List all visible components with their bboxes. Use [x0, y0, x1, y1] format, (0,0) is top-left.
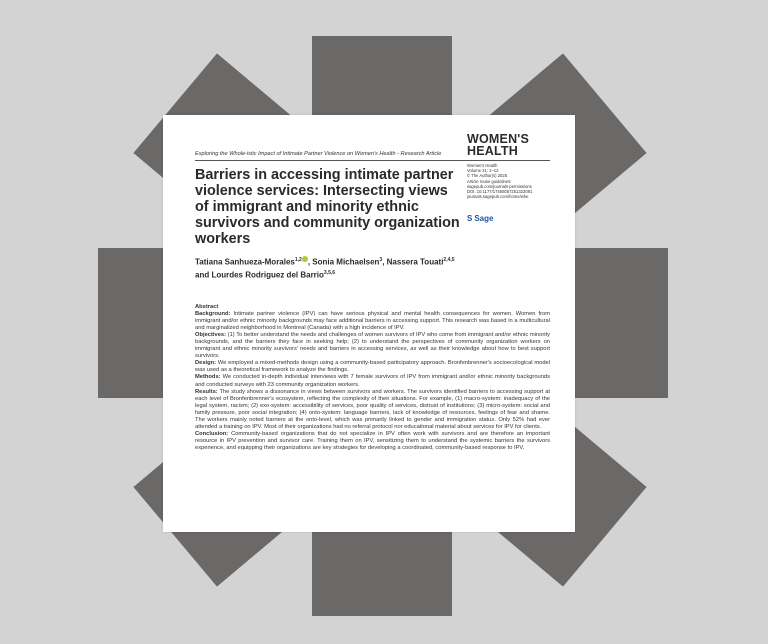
meta-line: DOI: 10.1177/17455057251323091: [467, 189, 533, 195]
section-text: We employed a mixed-methods design using a community-based participatory approach. Bronfenbrenner's socioecological model was used as a theoretical framework to analyze the findings.: [195, 360, 550, 374]
author-name: and Lourdes Rodriguez del Barrio: [195, 270, 324, 280]
abstract-design: [195, 360, 550, 374]
background-square-right: [560, 248, 668, 398]
meta-line: Women's Health: [467, 163, 498, 168]
abstract-conclusion: [195, 431, 550, 452]
publisher-name: Sage: [474, 214, 494, 223]
abstract: [195, 304, 550, 452]
author-name: Tatiana Sanhueza-Morales: [195, 257, 295, 267]
author-name: , Nassera Touati: [382, 257, 444, 267]
section-label: Methods:: [195, 374, 221, 381]
abstract-heading: Abstract: [195, 304, 219, 310]
section-text: The study shows a dissonance in views between survivors and workers. The survivors identified barriers to accessing support at each level of Bronfenbrenner's ecosystem, reflecting the complexity of their situations. For example, (1) macro-system: inadequacy of the legal system, racism; (2) exo-system: accessibility of services, poor quality of services, distrust of institutions; (3) micro-system: social and family pressure, poor social integration; (4) onto-system: language barriers, lack of knowledge of resources, feelings of fear and shame. The workers mainly noted barriers at the onto-level, which was primarily linked to gender and immigration status. Only 52% had ever attended a training on IPV. Most of their organizations had no referral protocol nor educational material about services for IPV for clients.: [195, 388, 550, 430]
section-text: Intimate partner violence (IPV) can have serious physical and mental health consequences for women. Women from immigrant and/or ethnic minority backgrounds may face additional barriers in accessing support. This research was based in a multicultural and marginalized neighborhood in Montreal (Canada) with a high incidence of IPV.: [195, 311, 550, 332]
article-page: [163, 115, 575, 532]
section-text: (1) To better understand the needs and challenges of women survivors of IPV who come from immigrant and/or ethnic minority backgrounds, and the barriers they face in seeking help; (2) to understand the perspectives of community organization workers on immigrant and ethnic minority survivors' needs and barriers in accessing services, as well as their knowledge about how to best support survivors.: [195, 332, 550, 360]
author-affiliation: 2,4,5: [443, 257, 455, 263]
journal-meta: [467, 163, 567, 199]
abstract-objectives: [195, 332, 550, 360]
section-label: Objectives:: [195, 332, 226, 339]
journal-name: WOMEN'S HEALTH: [467, 132, 530, 158]
sage-s-icon: S: [467, 214, 473, 223]
author-name: , Sonia Michaelsen: [307, 257, 380, 267]
meta-line: © The Author(s) 2025: [467, 173, 508, 179]
meta-line: Article reuse guidelines:: [467, 178, 512, 184]
abstract-methods: [195, 374, 550, 388]
meta-line: journals.sagepub.com/home/whe: [467, 194, 529, 200]
series-line: Exploring the Whole-istic Impact of Intimate Partner Violence on Women's Health - Research Article: [195, 151, 442, 157]
section-label: Design:: [195, 360, 217, 367]
section-text: Community-based organizations that do not specialize in IPV often work with survivors and are therefore an important resource in IPV prevention and survivor care. Training them on IPV, sensitizing them to understand the systemic barriers the survivors experience, and equipping their organizations are key strategies for developing a coordinated, community-based response to IPV.: [195, 430, 550, 451]
section-text: We conducted in-depth individual interviews with 7 female survivors of IPV from immigrant and/or ethnic minority backgrounds and conducted surveys with 23 community organization workers.: [195, 374, 550, 388]
author-affiliation: 1,2: [294, 257, 302, 263]
publisher-logo: [467, 214, 493, 223]
meta-line: sagepub.com/journals-permissions: [467, 183, 532, 189]
author-list: [195, 255, 535, 280]
abstract-results: [195, 389, 550, 431]
section-label: Background:: [195, 311, 231, 318]
author-affiliation: 3,5,6: [323, 269, 336, 276]
author-affiliation: 3: [379, 257, 383, 263]
header-rule: [195, 160, 550, 161]
meta-line: Volume 21: 1–12: [467, 168, 499, 174]
abstract-background: [195, 311, 550, 332]
background-square-bottom: [312, 520, 452, 616]
section-label: Conclusion:: [195, 430, 229, 437]
section-label: Results:: [195, 388, 218, 395]
article-title: Barriers in accessing intimate partner violence services: Intersecting views of immigrant and minority ethnic survivors and community organization workers: [195, 167, 460, 247]
